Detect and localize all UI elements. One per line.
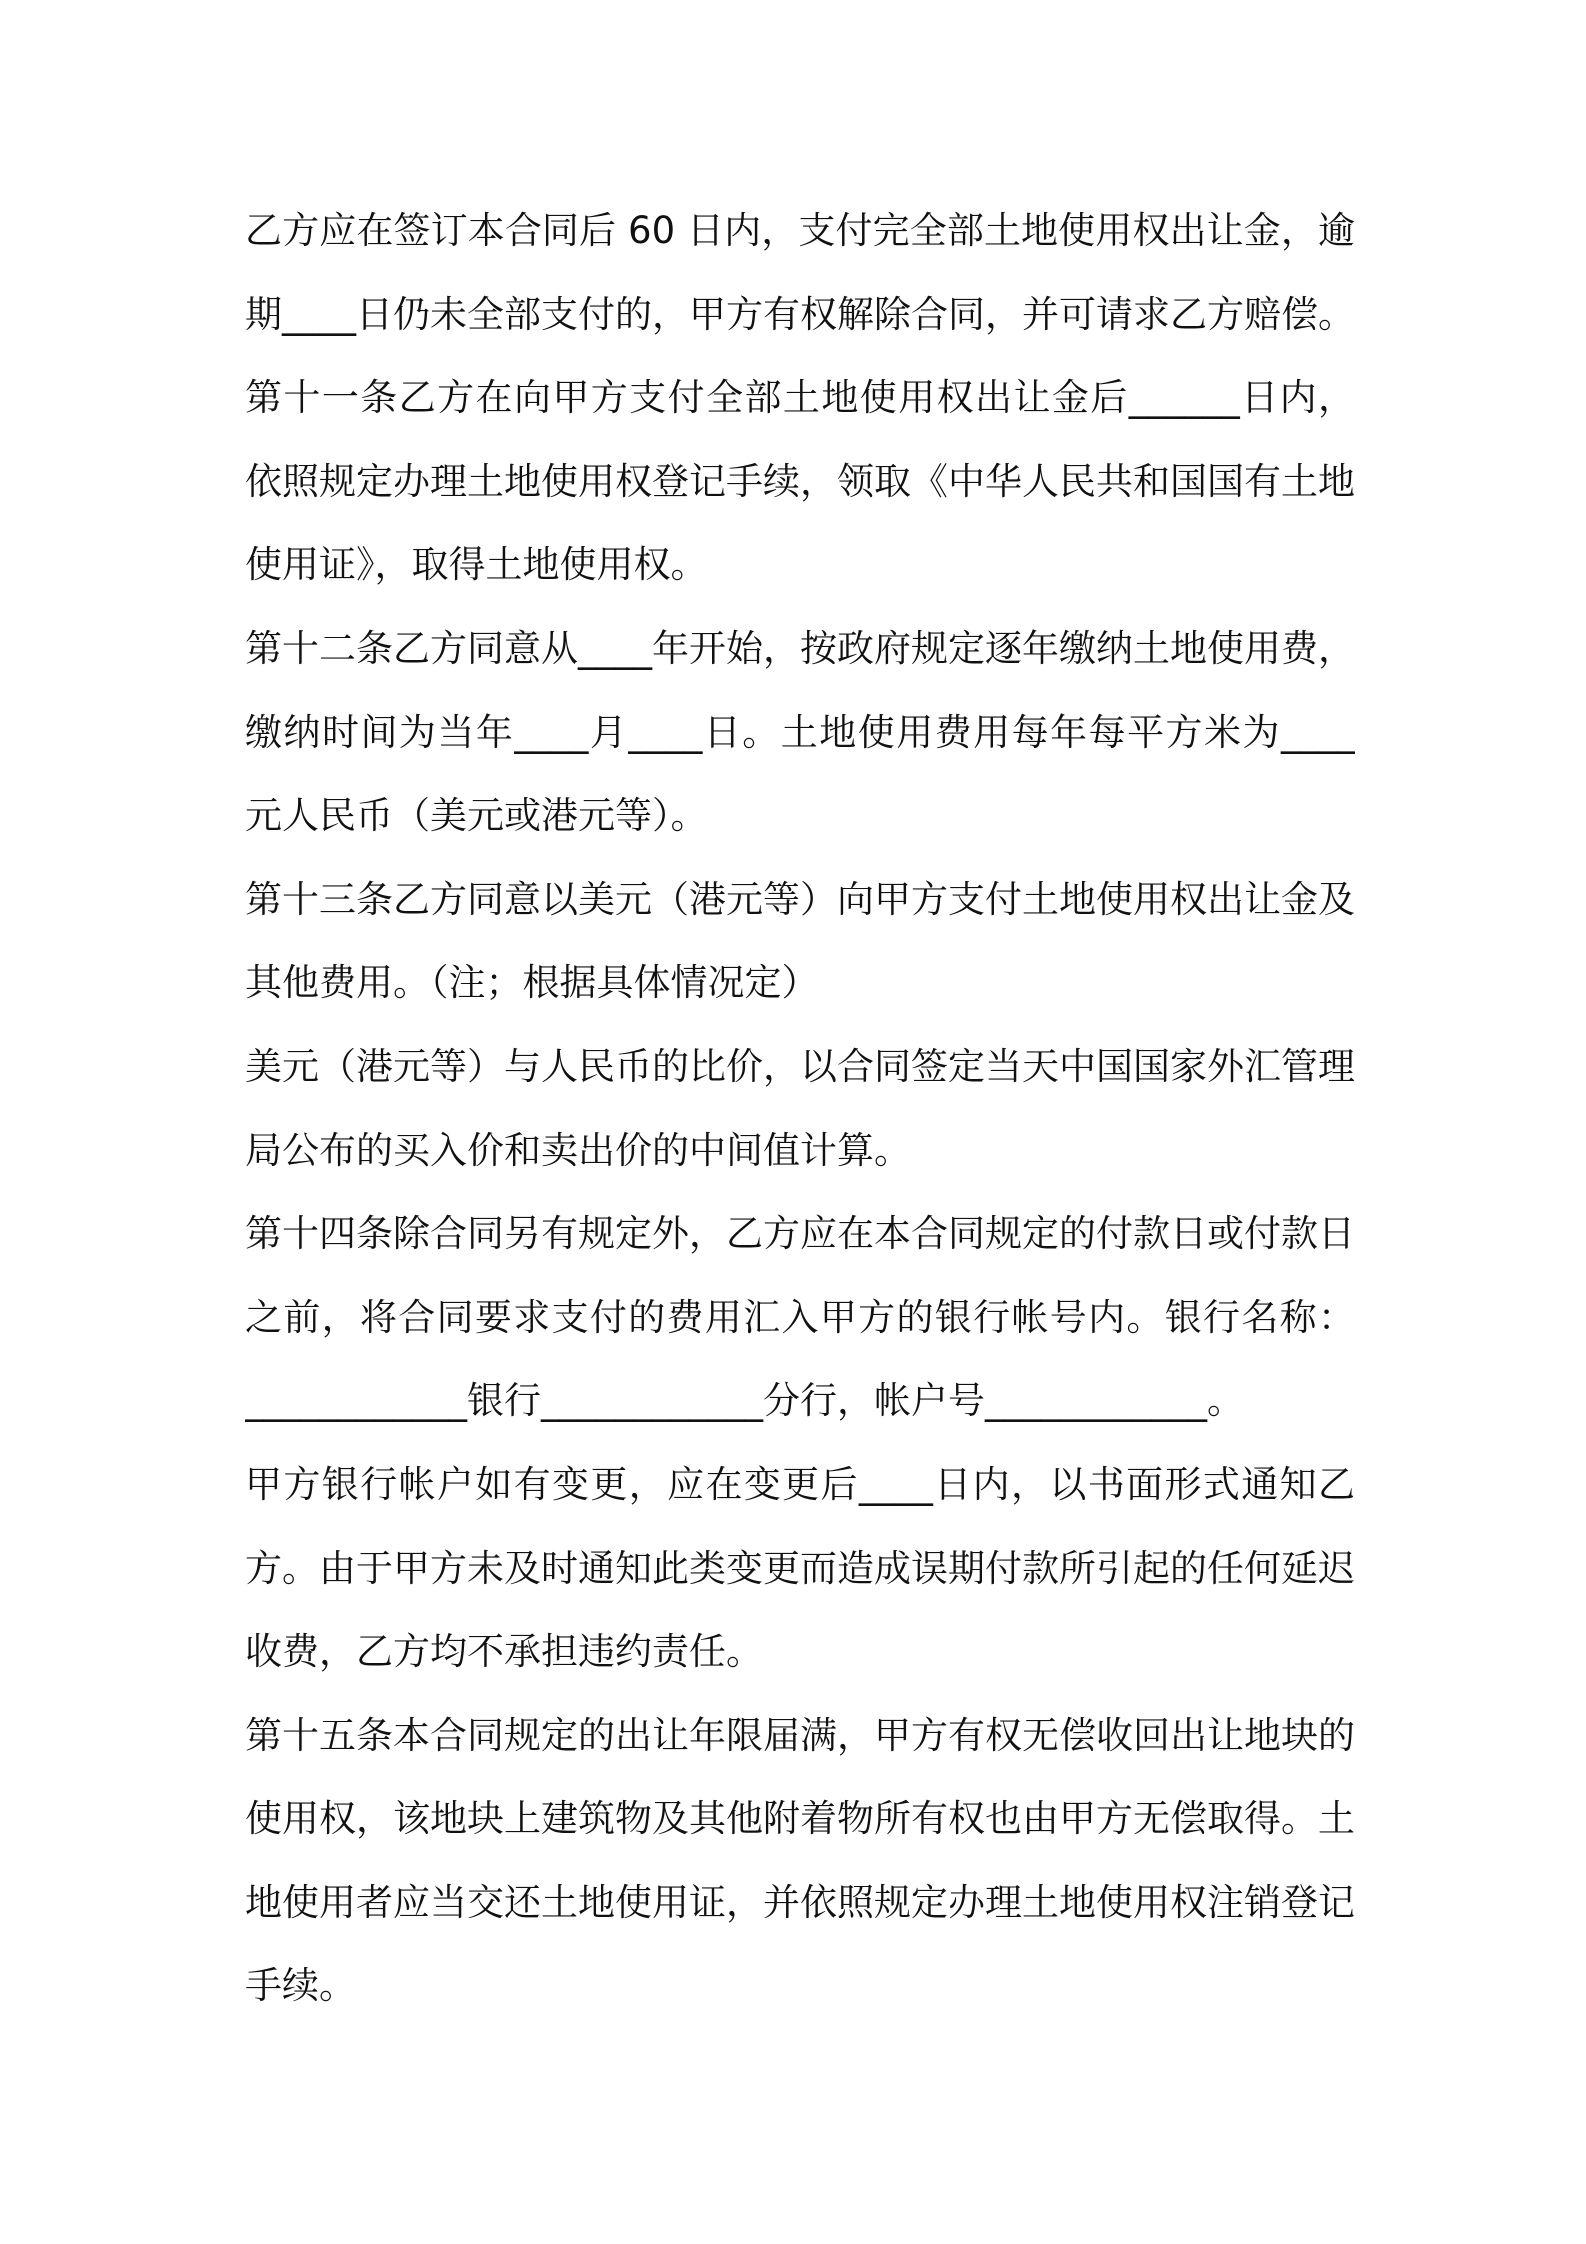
paragraph-line: 第十二条乙方同意从____年开始，按政府规定逐年缴纳土地使用费， <box>245 626 1355 670</box>
bank-account-line: ____________银行____________分行，帐户号____________。 <box>245 1379 1244 1423</box>
paragraph-line: 缴纳时间为当年____月____日。土地使用费用每年每平方米为____ <box>245 710 1355 754</box>
paragraph-line: 之前，将合同要求支付的费用汇入甲方的银行帐号内。银行名称： <box>245 1295 1355 1339</box>
clause-paragraph <box>245 858 1355 1025</box>
clause-paragraph <box>245 607 1355 858</box>
clause-paragraph <box>245 1025 1355 1192</box>
paragraph-line: 收费，乙方均不承担违约责任。 <box>245 1630 763 1674</box>
paragraph-line: 地使用者应当交还土地使用证，并依照规定办理土地使用权注销登记 <box>245 1880 1355 1924</box>
paragraph-line: 第十一条乙方在向甲方支付全部土地使用权出让金后______日内， <box>245 376 1355 420</box>
paragraph-line: 期____日仍未全部支付的，甲方有权解除合同，并可请求乙方赔偿。 <box>245 292 1355 336</box>
paragraph-line: 使用权，该地块上建筑物及其他附着物所有权也由甲方无偿取得。土 <box>245 1797 1355 1841</box>
clause-paragraph <box>245 1694 1355 2028</box>
paragraph-line: 其他费用。（注；根据具体情况定） <box>245 961 819 1005</box>
paragraph-line: 美元（港元等）与人民币的比价，以合同签定当天中国国家外汇管理 <box>245 1044 1355 1088</box>
paragraph-line: 元人民币（美元或港元等）。 <box>245 794 708 838</box>
paragraph-line: 方。由于甲方未及时通知此类变更而造成误期付款所引起的任何延迟 <box>245 1546 1355 1590</box>
clause-paragraph <box>245 189 1355 356</box>
paragraph-line: 甲方银行帐户如有变更，应在变更后____日内，以书面形式通知乙 <box>245 1462 1355 1506</box>
paragraph-line: 第十三条乙方同意以美元（港元等）向甲方支付土地使用权出让金及 <box>245 877 1355 921</box>
clause-paragraph <box>245 1192 1355 1443</box>
clause-paragraph <box>245 356 1355 607</box>
paragraph-line: 第十五条本合同规定的出让年限届满，甲方有权无偿收回出让地块的 <box>245 1713 1355 1757</box>
clause-paragraph <box>245 1443 1355 1694</box>
paragraph-line: 乙方应在签订本合同后 60 日内，支付完全部土地使用权出让金，逾 <box>245 209 1355 252</box>
paragraph-line: 手续。 <box>245 1964 356 2008</box>
paragraph-line: 依照规定办理土地使用权登记手续，领取《中华人民共和国国有土地 <box>245 459 1355 503</box>
paragraph-line: 第十四条除合同另有规定外，乙方应在本合同规定的付款日或付款日 <box>245 1212 1355 1256</box>
contract-page <box>245 189 1355 2028</box>
paragraph-line: 使用证》，取得土地使用权。 <box>245 543 708 587</box>
paragraph-line: 局公布的买入价和卖出价的中间值计算。 <box>245 1128 911 1172</box>
